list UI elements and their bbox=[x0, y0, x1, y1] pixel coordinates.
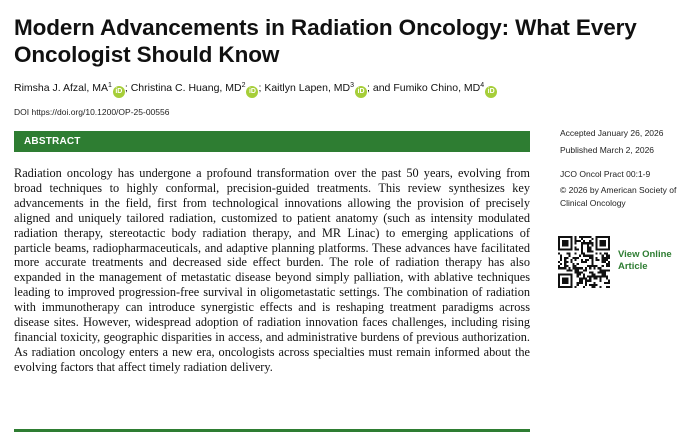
view-online-article-link[interactable]: View Online Article bbox=[618, 249, 672, 272]
abstract-bottom-rule bbox=[14, 429, 530, 432]
author-separator: ; bbox=[124, 82, 131, 94]
orcid-icon[interactable]: iD bbox=[355, 86, 367, 98]
author-affiliation: 1 bbox=[107, 82, 112, 89]
author-separator: ; bbox=[258, 82, 265, 94]
qr-code-icon[interactable] bbox=[558, 236, 610, 288]
author-name: Fumiko Chino, MD bbox=[393, 82, 481, 94]
author-name: Christina C. Huang, MD bbox=[130, 82, 242, 94]
abstract-body: Radiation oncology has undergone a profound transformation over the past 50 years, evolving from broad techniques to highly conformal, precision-guided treatments. This review synthesizes key advancements in the field, first from technological innovations allowing the provision of precisely aligned and uniquely tailored radiation, customized to patient anatomy (such as intensity modulated radiation therapy, stereotactic body radiation therapy, and MR Linac) to emerging applications of particle beams, radiopharmaceuticals, and adaptive planning platforms. These advances have facilitated more accurate treatments and decreased side effect burden. The role of radiation therapy has also expanded in the management of metastatic disease beyond simply palliation, with ablative techniques leading to improved progression-free survival in oligometastatic settings. The combination of radiation with immunotherapy can introduce synergistic effects and is reshaping treatment paradigms across disease sites. However, widespread adoption of radiation innovation faces challenges, including rising financial toxicity, geographic disparities in access, and administrative burdens of previous authorization. As radiation oncology enters a new era, oncologists across specialties must remain informed about the evolving factors that affect timely radiation delivery. bbox=[14, 166, 530, 374]
author-name: Kaitlyn Lapen, MD bbox=[264, 82, 351, 94]
doi-link[interactable]: DOI https://doi.org/10.1200/OP-25-00556 bbox=[14, 107, 170, 117]
author-affiliation: 4 bbox=[480, 82, 485, 89]
orcid-icon[interactable]: iD bbox=[246, 86, 258, 98]
orcid-icon[interactable]: iD bbox=[113, 86, 125, 98]
author-affiliation: 3 bbox=[350, 82, 355, 89]
author-list bbox=[14, 80, 674, 98]
orcid-icon[interactable]: iD bbox=[485, 86, 497, 98]
published-date: Published March 2, 2026 bbox=[560, 145, 655, 155]
journal-citation: JCO Oncol Pract 00:1-9 bbox=[560, 169, 651, 179]
abstract-header-bar bbox=[14, 131, 530, 152]
author-separator: ; and bbox=[367, 82, 394, 94]
copyright-notice: © 2026 by American Society of Clinical Oncology bbox=[560, 185, 677, 208]
accepted-date: Accepted January 26, 2026 bbox=[560, 128, 664, 138]
article-title: Modern Advancements in Radiation Oncology: What Every Oncologist Should Know bbox=[14, 15, 637, 67]
author-name: Rimsha J. Afzal, MA bbox=[14, 82, 108, 94]
abstract-heading: ABSTRACT bbox=[24, 136, 81, 147]
author-affiliation: 2 bbox=[241, 82, 246, 89]
